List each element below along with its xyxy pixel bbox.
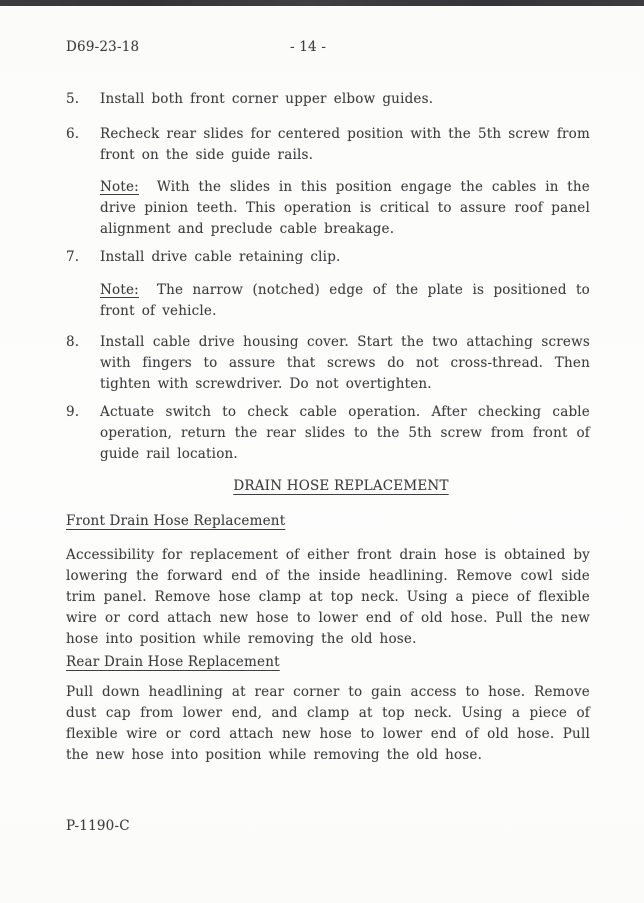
- page-number: - 14 -: [290, 39, 327, 55]
- note-text: The narrow (notched) edge of the plate is positioned to front of vehicle.: [100, 282, 590, 319]
- step-item-9: [66, 402, 590, 465]
- note-label: Note:: [100, 179, 139, 195]
- step-item-8: [66, 332, 590, 395]
- step-number: 9.: [66, 404, 80, 420]
- step-text: Actuate switch to check cable operation. After checking cable operation, return the rear slides to the 5th screw from front of guide rail location.: [100, 404, 590, 462]
- note-step-6: [100, 177, 590, 240]
- subsection-heading-rear-drain-hose: [66, 652, 590, 673]
- step-text: Install drive cable retaining clip.: [100, 249, 341, 265]
- section-heading-text: DRAIN HOSE REPLACEMENT: [233, 478, 449, 494]
- subsection-heading-text: Front Drain Hose Replacement: [66, 513, 286, 529]
- step-text: Install both front corner upper elbow guides.: [100, 91, 434, 107]
- step-text: Install cable drive housing cover. Start the two attaching screws with fingers to assure that screws do not cross-thread. Then tighten with screwdriver. Do not overtighten.: [100, 334, 590, 392]
- step-number: 7.: [66, 249, 80, 265]
- step-number: 6.: [66, 126, 80, 142]
- note-step-7: [100, 280, 590, 322]
- section-heading-drain-hose-replacement: [79, 476, 603, 497]
- step-text: Recheck rear slides for centered position with the 5th screw from front on the side guide rails.: [100, 126, 590, 163]
- note-text: With the slides in this position engage the cables in the drive pinion teeth. This operation is critical to assure roof panel alignment and preclude cable breakage.: [100, 179, 590, 237]
- step-number: 5.: [66, 91, 80, 107]
- step-item-7: [66, 247, 590, 268]
- scan-artifact-top-band: [0, 0, 644, 6]
- subsection-heading-text: Rear Drain Hose Replacement: [66, 654, 280, 670]
- note-label: Note:: [100, 282, 139, 298]
- document-number: D69-23-18: [66, 39, 140, 55]
- document-header: [66, 37, 590, 58]
- step-number: 8.: [66, 334, 80, 350]
- paragraph-front-drain-hose: Accessibility for replacement of either front drain hose is obtained by lowering the forward end of the inside headlining. Remove cowl side trim panel. Remove hose clamp at top neck. Using a piece of flexible wire or cord attach new hose to lower end of old hose. Pull the new hose into position while removing the old hose.: [66, 547, 590, 647]
- step-item-5: [66, 89, 590, 110]
- paragraph-rear-drain-hose: Pull down headlining at rear corner to gain access to hose. Remove dust cap from lower end, and clamp at top neck. Using a piece of flexible wire or cord attach new hose to lower end of old hose. Pull the new hose into position while removing the old hose.: [66, 684, 590, 763]
- step-item-6: [66, 124, 590, 166]
- footer-form-code: P-1190-C: [66, 818, 130, 834]
- subsection-heading-front-drain-hose: [66, 511, 590, 532]
